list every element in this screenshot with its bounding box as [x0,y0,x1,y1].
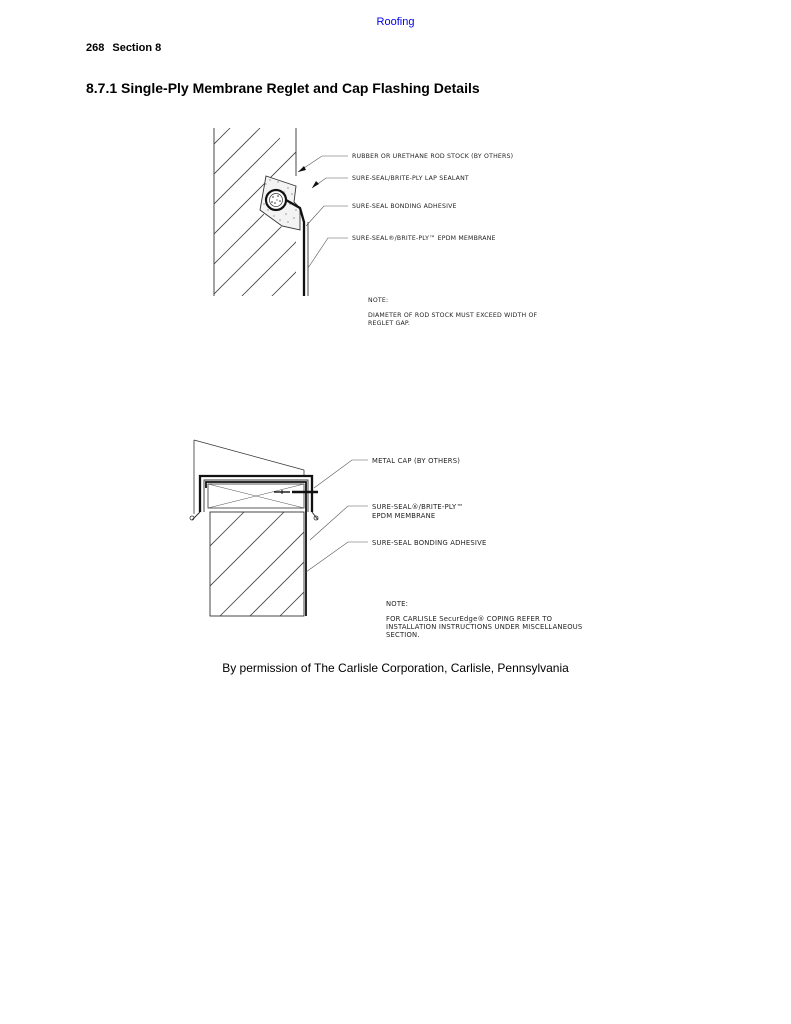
page-number: 268 [86,42,105,54]
note-line: DIAMETER OF ROD STOCK MUST EXCEED WIDTH OF [368,312,538,319]
note-line: REGLET GAP. [368,320,411,327]
section-title: 8.7.1 Single-Ply Membrane Reglet and Cap Flashing Details [86,80,480,96]
figure-caption: By permission of The Carlisle Corporation, Carlisle, Pennsylvania [222,661,569,675]
note-heading: NOTE: [386,600,409,608]
label-metal-cap: METAL CAP (BY OTHERS) [372,457,461,465]
reglet-detail-drawing [200,118,600,348]
label-bonding-adhesive: SURE-SEAL BONDING ADHESIVE [372,539,487,547]
note-line: FOR CARLISLE SecurEdge® COPING REFER TO [386,615,553,623]
wood-nailer [208,484,304,508]
note-line: INSTALLATION INSTRUCTIONS UNDER MISCELLANEOUS [386,623,583,631]
label-rod-stock: RUBBER OR URETHANE ROD STOCK (BY OTHERS) [352,153,514,160]
page-header [86,42,161,54]
label-epdm-membrane: SURE-SEAL®/BRITE-PLY™ EPDM MEMBRANE [352,235,496,242]
label-bonding-adhesive: SURE-SEAL BONDING ADHESIVE [352,203,457,210]
note-line: SECTION. [386,631,420,639]
label-membrane: SURE-SEAL®/BRITE-PLY™ [372,503,464,511]
section-label: Section 8 [112,42,162,54]
note-heading: NOTE: [368,297,389,304]
rod-stock [266,190,286,210]
roofing-link[interactable]: Roofing [376,16,415,28]
label-membrane: EPDM MEMBRANE [372,512,436,520]
cap-flashing-detail-drawing [180,436,620,646]
wall-hatch [200,496,310,626]
label-lap-sealant: SURE-SEAL/BRITE-PLY LAP SEALANT [352,175,469,182]
